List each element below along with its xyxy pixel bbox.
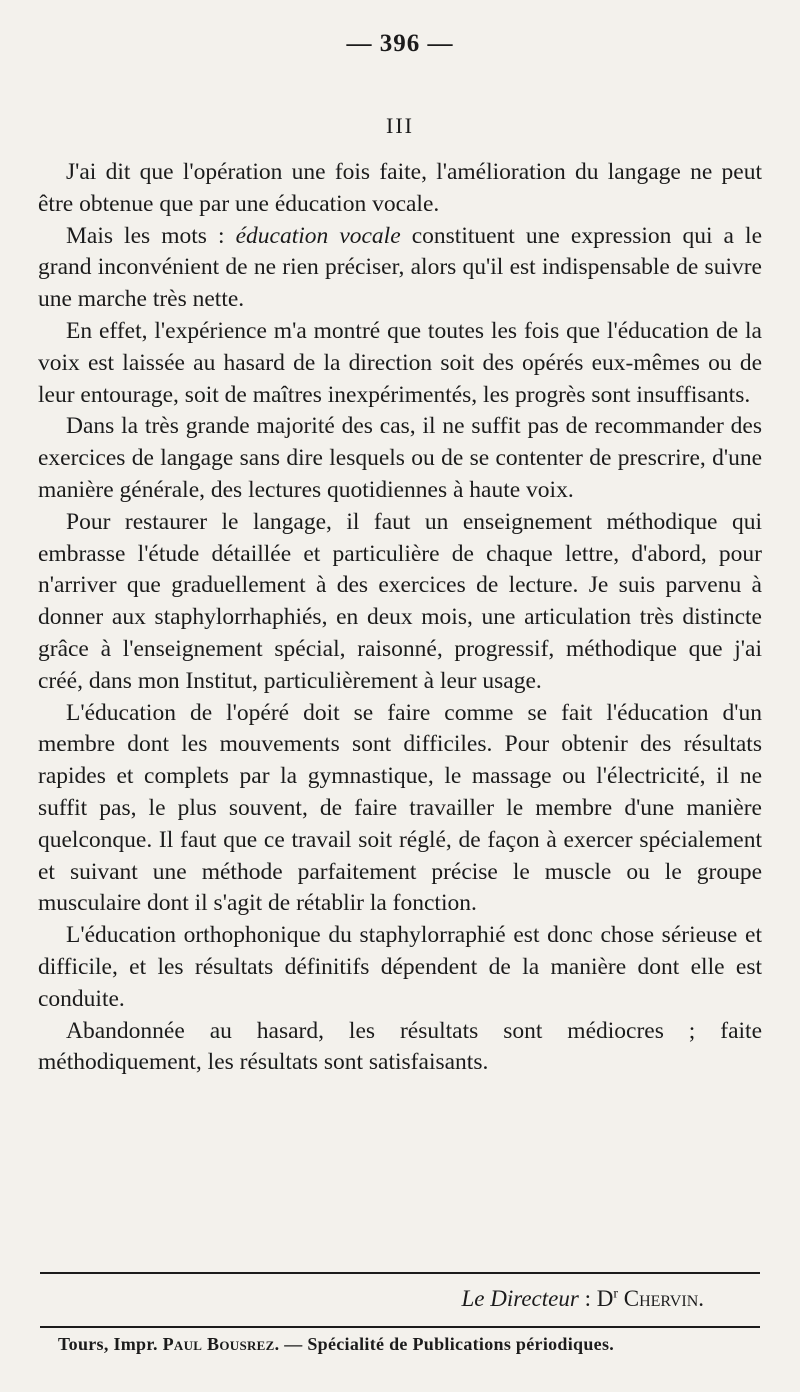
paragraph-text: constituent une expression qui a le grand inconvénient de ne rien préciser, alors qu'il est indispensable de suivre une marche très nette.: [38, 222, 763, 313]
printer-imprint: [58, 1334, 748, 1355]
paragraph: En effet, l'expérience m'a montré que toutes les fois que l'éducation de la voix est laissée au hasard de la direction soit des opérés eux-mêmes ou de leur entourage, soit de maîtres inexpérimentés, les progrès sont insuffisants.: [38, 317, 762, 408]
signature-name: Chervin.: [623, 1286, 704, 1311]
paragraph: [38, 221, 762, 316]
imprint-prefix: Tours, Impr.: [58, 1334, 163, 1354]
paragraph: Dans la très grande majorité des cas, il ne suffit pas de recommander des exercices de langage sans dire lesquels ou de se contenter de prescrire, d'une manière générale, des lectures quotidiennes à haute voix.: [38, 413, 762, 503]
signature-separator: :: [578, 1286, 597, 1311]
divider-rule: [40, 1326, 760, 1328]
signature: [461, 1286, 704, 1312]
paragraph: L'éducation de l'opéré doit se faire comme se fait l'éducation d'un membre dont les mouvements sont difficiles. Pour obtenir des résultats rapides et complets par la gymnastique, le massage ou l'électricité, il ne suffit pas, le plus souvent, de faire travailler le membre d'une manière quelconque. Il faut que ce travail soit réglé, de façon à exercer spécialement et suivant une méthode parfaitement précise le muscle ou le groupe musculaire dont il s'agit de rétablir la fonction.: [38, 699, 762, 917]
signature-honorific-superscript: r: [613, 1286, 618, 1302]
page-number: — 396 —: [346, 30, 454, 57]
paragraph: Pour restaurer le langage, il faut un enseignement méthodique qui embrasse l'étude détaillée et particulière de chaque lettre, d'abord, pour n'arriver que graduellement à des exercices de lecture. Je suis parvenu à donner aux staphylorrhaphiés, en deux mois, une articulation très distincte grâce à l'enseignement spécial, raisonné, progressif, méthodique que j'ai créé, dans mon Institut, particulièrement à leur usage.: [38, 508, 762, 694]
body-text: [38, 157, 762, 1079]
imprint-suffix: — Spécialité de Publications périodiques.: [279, 1334, 615, 1354]
emphasized-term: éducation vocale: [235, 222, 401, 249]
paragraph: L'éducation orthophonique du staphylorraphié est donc chose sérieuse et difficile, et les résultats définitifs dépendent de la manière dont elle est conduite.: [38, 922, 762, 1012]
divider-rule: [40, 1272, 760, 1274]
paragraph: Abandonnée au hasard, les résultats sont médiocres ; faite méthodiquement, les résultats sont satisfaisants.: [38, 1017, 762, 1076]
section-heading: III: [386, 113, 414, 138]
signature-title: Le Directeur: [461, 1286, 579, 1311]
imprint-printer: Paul Bousrez.: [162, 1334, 280, 1354]
paragraph-text: Mais les mots :: [66, 222, 236, 249]
signature-honorific: D: [596, 1286, 614, 1311]
paragraph: J'ai dit que l'opération une fois faite, l'amélioration du langage ne peut être obtenue que par une éducation vocale.: [38, 159, 762, 217]
